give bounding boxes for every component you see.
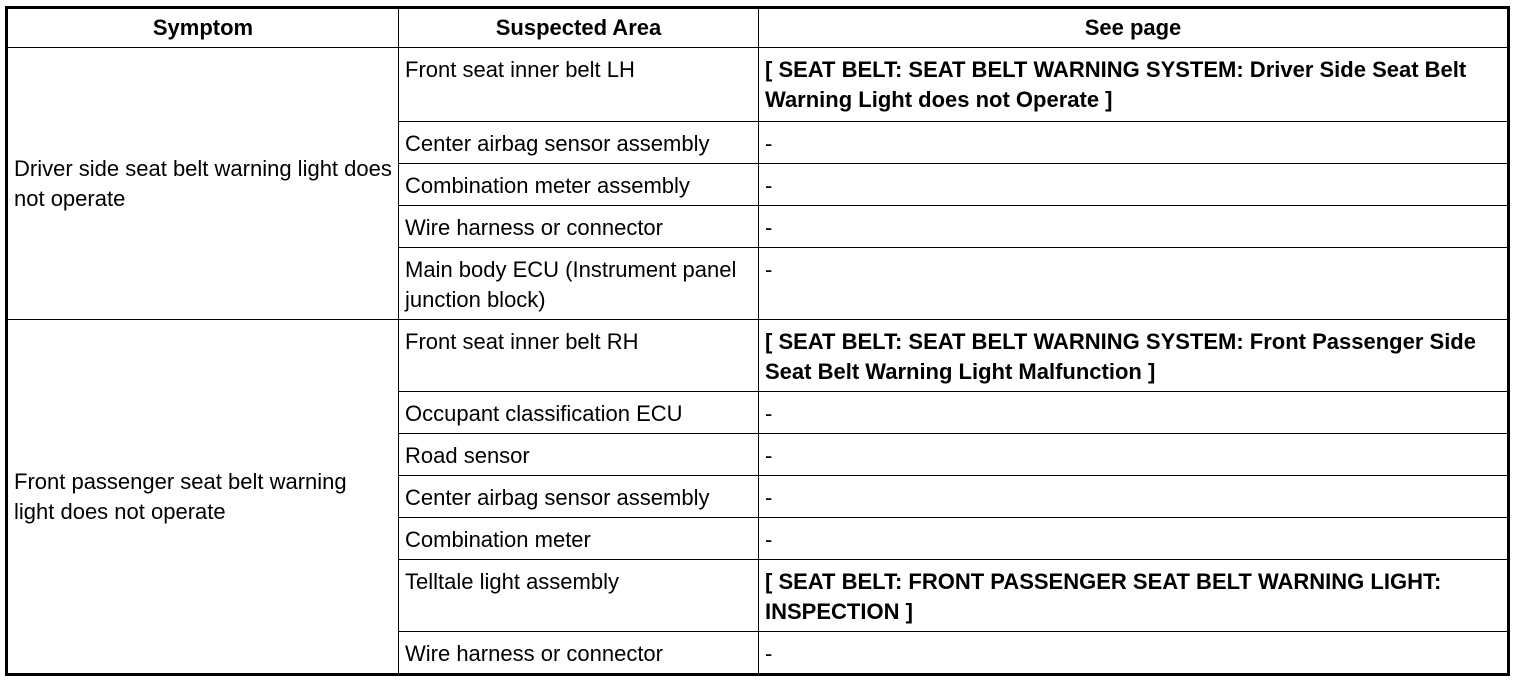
suspected-area-cell: Occupant classification ECU — [399, 392, 759, 434]
see-page-cell: - — [759, 248, 1509, 320]
see-page-cell: - — [759, 632, 1509, 675]
suspected-area-cell: Center airbag sensor assembly — [399, 476, 759, 518]
suspected-area-cell: Combination meter assembly — [399, 164, 759, 206]
see-page-cell: - — [759, 206, 1509, 248]
column-header-suspected-area: Suspected Area — [399, 8, 759, 48]
see-page-cell: - — [759, 392, 1509, 434]
see-page-link[interactable]: [ SEAT BELT: FRONT PASSENGER SEAT BELT WARNING LIGHT: INSPECTION ] — [759, 560, 1509, 632]
problem-symptoms-table — [5, 6, 1510, 676]
suspected-area-cell: Road sensor — [399, 434, 759, 476]
problem-symptoms-table-container — [5, 6, 1510, 676]
table-row — [7, 320, 1509, 392]
symptom-cell: Driver side seat belt warning light does not operate — [7, 48, 399, 320]
see-page-cell: - — [759, 476, 1509, 518]
suspected-area-cell: Wire harness or connector — [399, 206, 759, 248]
table-header-row — [7, 8, 1509, 48]
column-header-see-page: See page — [759, 8, 1509, 48]
column-header-symptom: Symptom — [7, 8, 399, 48]
see-page-link[interactable]: [ SEAT BELT: SEAT BELT WARNING SYSTEM: Front Passenger Side Seat Belt Warning Light Malfunction ] — [759, 320, 1509, 392]
see-page-link[interactable]: [ SEAT BELT: SEAT BELT WARNING SYSTEM: Driver Side Seat Belt Warning Light does not Operate ] — [759, 48, 1509, 122]
suspected-area-cell: Front seat inner belt RH — [399, 320, 759, 392]
suspected-area-cell: Telltale light assembly — [399, 560, 759, 632]
see-page-cell: - — [759, 434, 1509, 476]
table-row — [7, 48, 1509, 122]
see-page-cell: - — [759, 518, 1509, 560]
suspected-area-cell: Combination meter — [399, 518, 759, 560]
suspected-area-cell: Wire harness or connector — [399, 632, 759, 675]
see-page-cell: - — [759, 164, 1509, 206]
symptom-cell: Front passenger seat belt warning light does not operate — [7, 320, 399, 675]
see-page-cell: - — [759, 122, 1509, 164]
suspected-area-cell: Front seat inner belt LH — [399, 48, 759, 122]
suspected-area-cell: Center airbag sensor assembly — [399, 122, 759, 164]
suspected-area-cell: Main body ECU (Instrument panel junction block) — [399, 248, 759, 320]
